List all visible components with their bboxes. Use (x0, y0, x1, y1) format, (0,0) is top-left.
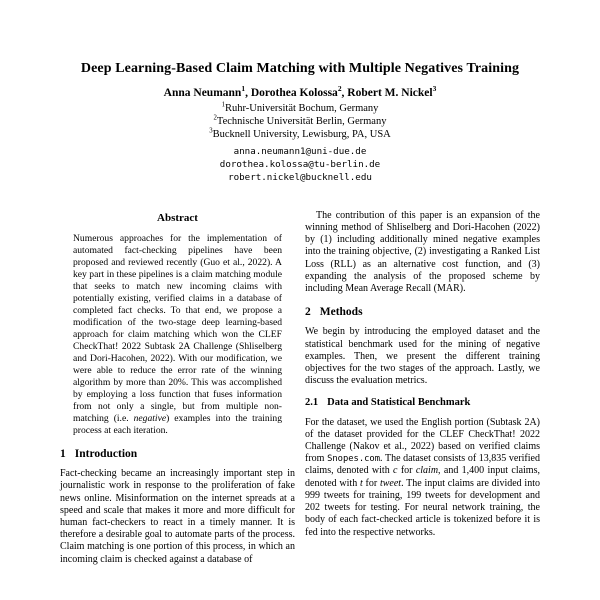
methods-paragraph: We begin by introducing the employed dataset and the statistical benchmark used for the mining of negative examples. Then, we present the different training objectives for the two stages of the approach. Lastly, we discuss the evaluation metrics. (305, 326, 540, 387)
dataset-paragraph: For the dataset, we used the English portion (Subtask 2A) of the dataset provided for the CLEF CheckThat! 2022 Challenge (Nakov et al., 2022) based on verified claims from Snopes.com. The dataset consists of 13,835 verified claims, denoted with c for claim, and 1,400 input claims, denoted with t for tweet. The input claims are divided into 999 tweets for training, 199 tweets for development and 202 tweets for testing. For neural network training, the body of each fact-checked article is tokenized before it is fed into the respective networks. (305, 416, 540, 538)
email-line-3: robert.nickel@bucknell.edu (228, 172, 372, 184)
right-column (305, 210, 540, 566)
subsection-2-1-label: Data and Statistical Benchmark (327, 397, 471, 409)
subsection-2-1-number: 2.1 (305, 397, 319, 409)
section-2-label: Methods (319, 306, 363, 319)
affiliation-line-1: $^1$Ruhr-Universität Bochum, Germany (221, 101, 379, 114)
affiliations-block (0, 102, 600, 142)
subsection-2-1-heading (305, 397, 540, 409)
left-column (60, 210, 295, 566)
author-line: Anna Neumann$^1$, Dorothea Kolossa$^2$, Robert M. Nickel$^3$ (163, 84, 437, 99)
abstract-text: Numerous approaches for the implementation of automated fact-checking pipelines have been proposed and reviewed recently (Guo et al., 2022). A key part in these pipelines is a claim matching module that seeks to match new incoming claims with potentially existing, verified claims in a database of completed fact checks. To that end, we propose a modification of the two-stage deep learning-based approach for claim matching which won the CLEF CheckThat! 2022 Subtask 2A Challenge (Shliselberg and Dori-Hacohen, 2022). With our modification, we were able to reduce the error rate of the winning algorithm by more than 20%. This was accomplished by employing a loss function that fuses information from not only a single, but from multiple non-matching (i.e. negative) examples into the training process at each iteration. (73, 233, 282, 437)
two-column-body (0, 210, 600, 566)
affiliation-line-2: $^2$Technische Universität Berlin, Germany (213, 114, 387, 128)
section-2-number: 2 (305, 306, 311, 319)
affiliation-line-3: $^3$Bucknell University, Lewisburg, PA, USA (209, 127, 391, 141)
emails-block (0, 145, 600, 185)
page-title: Deep Learning-Based Claim Matching with Multiple Negatives Training (80, 61, 520, 76)
email-line-1: anna.neumann1@uni-due.de (233, 145, 367, 157)
abstract-heading: Abstract (157, 211, 198, 224)
email-line-2: dorothea.kolossa@tu-berlin.de (219, 159, 381, 171)
section-2-heading (305, 306, 540, 318)
section-1-number: 1 (60, 448, 66, 461)
section-1-heading (60, 448, 295, 460)
section-1-label: Introduction (74, 448, 138, 461)
intro-paragraph: Fact-checking became an increasingly important step in journalistic work in response to the proliferation of fake news online. Misinformation on the internet spreads at a speed and scale that makes it more and more difficult for human fact-checkers to react in a timely manner. It is therefore a desirable goal to automate parts of the process. Claim matching is one portion of this process, in which an incoming claim is checked against a database of (60, 468, 295, 565)
contribution-paragraph: The contribution of this paper is an expansion of the winning method of Shliselberg and Dori-Hacohen (2022) by (1) including additionally mined negative examples into the training objective, (2) investigating a Ranked List Loss (RLL) as an alternative cost function, and (3) expanding the analysis of the proposed scheme by including Mean Average Recall (MAR). (305, 209, 540, 295)
